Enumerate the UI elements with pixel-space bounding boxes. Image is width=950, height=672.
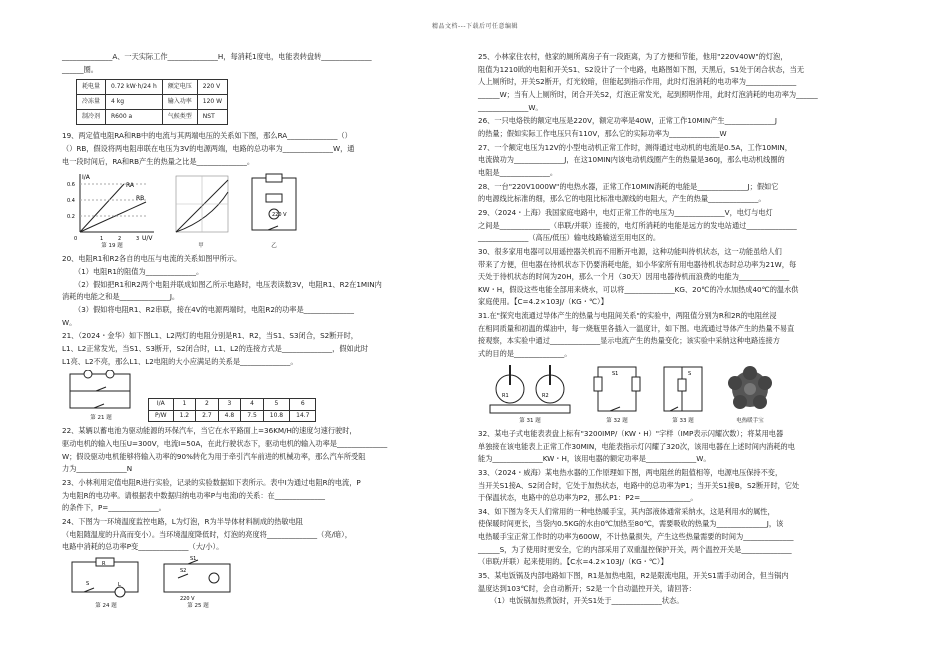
figure-21-23 bbox=[66, 370, 472, 422]
page-header: 精品文档---下载后可任意编辑 bbox=[432, 23, 518, 30]
svg-text:S: S bbox=[86, 581, 90, 587]
svg-text:S1: S1 bbox=[190, 556, 197, 562]
svg-text:U/V: U/V bbox=[142, 235, 153, 243]
iu-graph-20 bbox=[170, 170, 232, 242]
hand-warmer-image bbox=[722, 363, 778, 417]
line-rb bbox=[80, 202, 146, 232]
svg-text:2: 2 bbox=[118, 236, 122, 243]
figure-31-34 bbox=[482, 363, 890, 425]
svg-text:0.2: 0.2 bbox=[67, 214, 75, 221]
svg-text:3: 3 bbox=[136, 236, 140, 243]
svg-text:R2: R2 bbox=[542, 392, 549, 399]
figure-caption: 第 24 题 bbox=[95, 603, 117, 609]
circuit-24 bbox=[66, 556, 146, 602]
question-25: 25、小林家住农村，他家的厕所离房子有一段距离，为了方便和节能，他用"220V40W"的灯泡， 阻值为1210欧的电阻和开关S1、S2设计了一个电路，电路图如下图，天黑后，S1处于闭合状态，当无 人上厕所时，开关S2断开，灯光较暗，但能起到指示作用，此时灯泡消耗的电功率为______________ ______W；当有人上厕所时，闭合开关S2，灯泡正常发光，起到照明作用，此时灯泡消耗的电功率为______ ______________W。 bbox=[478, 52, 818, 112]
circuit-33 bbox=[656, 363, 710, 417]
figure-caption: 第 33 题 bbox=[672, 417, 694, 424]
question-20: 20、电阻R1和R2各自的电压与电流的关系如图甲所示。 （1）电阻R1的阻值为______________。 （2）假如把R1和R2两个电阻并联成如图乙所示电路时，电压表读数3V，电阻R1、R2在1MIN内 消耗的电能之和是______________J。 （3）假如将电阻R1、R2串联，接在4V的电源两端时，电阻R2的功率是______________ W。 bbox=[62, 254, 382, 327]
figure-caption: 电热暖手宝 bbox=[736, 417, 764, 424]
figure-caption: 第 19 题 bbox=[101, 243, 123, 250]
question-24: 24、下图为一环境温度监控电路，L为灯泡，R为半导体材料制成的热敏电阻 （电阻随温度的升高而变小）。当环境温度降低时，灯泡的亮度将______________（亮/暗）， 电路中消耗的总功率P变______________（大/小）。 bbox=[62, 517, 352, 552]
question-28: 28、一台"220V1000W"的电热水器，正常工作10MIN消耗的电能是______________J；假如它 的电源线比标准的细，那么它的电阻比标准电源线的电阻大，产生的热量______________。 bbox=[478, 181, 779, 204]
svg-text:0.6: 0.6 bbox=[67, 182, 75, 189]
svg-text:1: 1 bbox=[100, 236, 104, 243]
table-row: P/W 1.2 2.7 4.8 7.5 10.8 14.7 bbox=[149, 410, 316, 422]
figure-caption: 第 32 题 bbox=[606, 417, 628, 424]
svg-text:R: R bbox=[102, 561, 106, 567]
intro-line: ______圈。 bbox=[62, 64, 98, 74]
left-column bbox=[62, 52, 472, 614]
svg-text:220 V: 220 V bbox=[272, 212, 287, 219]
circuit-20 bbox=[244, 170, 304, 242]
question-35: 35、某电饭锅及内部电路如下图，R1是加热电阻，R2是限流电阻，开关S1需手动闭合，但当锅内 温度达到103℃时，会自动断开；S2是一个自动温控开关，请回答： （1）电饭锅加热煮饭时，开关S1处于______________状态。 bbox=[478, 571, 789, 606]
table-row: I/A 1 2 3 4 5 6 bbox=[149, 398, 316, 410]
figure-caption: 乙 bbox=[271, 243, 277, 250]
svg-text:RA: RA bbox=[126, 182, 135, 190]
svg-text:S: S bbox=[688, 370, 692, 377]
figure-caption: 甲 bbox=[198, 243, 204, 250]
circuit-21 bbox=[66, 370, 136, 414]
flask-apparatus-31 bbox=[482, 363, 578, 417]
svg-text:I/A: I/A bbox=[82, 174, 90, 182]
question-32: 32、某电子式电能表表盘上标有"3200IMP/（KW・H）"字样（IMP表示闪耀次数）；将某用电器 单独接在该电能表上正常工作30MIN，电能表指示灯闪耀了320次，该用电器在上述时间内消耗的电 能为______________KW・H，该用电器的额定功率是______________W。 bbox=[478, 428, 795, 464]
question-31: 31.在"探究电流通过导体产生的热量与电阻间关系"的实验中，两阻值分别为R和2R的电阻丝浸 在相同质量和初温的煤油中，每一烧瓶里各插入一温度计，如下图。电流通过导体产生的热量不易直 接观察，本实验中通过______________显示电流产生的热量变化；该实验中采纳这种电路连接方 式的目的是______________。 bbox=[478, 311, 795, 359]
svg-text:0.4: 0.4 bbox=[67, 198, 75, 205]
question-33: 33、（2024・威海）某电热水器的工作原理如下图，两电阻丝的阻值相等，电源电压保持不变， 当开关S1接A、S2闭合时，它处于加热状态，电路中的总功率为P1；当开关S1接B，S2断开时，它处 于保温状态，电路中的总功率为P2，那么P1：P2=______________。 bbox=[478, 467, 800, 503]
right-column bbox=[478, 52, 890, 610]
svg-text:S1: S1 bbox=[612, 370, 619, 377]
figure-caption: 第 31 题 bbox=[519, 417, 541, 424]
question-27: 27、一个额定电压为12V的小型电动机正常工作时，测得通过电动机的电流是0.5A，工作10MIN， 电流做功为______________J，在这10MIN内该电动机线圈产生的热量是360J，那么电动机线圈的 电阻是______________。 bbox=[478, 142, 792, 177]
svg-text:RB: RB bbox=[136, 195, 145, 203]
question-29: 29、（2024・上海）我国家庭电路中，电灯正常工作的电压为______________V，电灯与电灯 之间是______________（串联/并联）连接的，电灯所消耗的电能是远方的发电站通过______________ ______________（高压/低压）输电线路输送至用电区的。 bbox=[478, 207, 797, 243]
question-19: 19、两定值电阻RA和RB中的电流与其两端电压的关系如下图，那么RA______________（） （）RB，假设将两电阻串联在电压为3V的电源两端，电路的总功率为______________W，通 电一段时间后，RA和RB产生的热量之比是______________。 bbox=[62, 131, 355, 166]
table-row: 制冷剂 R600 a 气候类型 NST bbox=[77, 110, 228, 125]
question-30: 30、很多家用电器可以用遥控器关机而不用断开电源，这种功能叫待机状态，这一功能虽给人们 带来了方便，但电器在待机状态下仍要消耗电能，如小华家所有用电器待机状态时总功率为21W，每 天处于待机状态的时间为20H，那么一个月（30天）因用电器待机而浪费的电能为______________ KW・H，假设这些电能全部用来烧水，可以将______________KG、20℃的冷水加热成40℃的温水供 家庭使用。【C=4.2×103J/（KG・℃）】 bbox=[478, 246, 799, 307]
table-row: 冷冻量 4 kg 输入功率 120 W bbox=[77, 95, 228, 110]
figure-24-25 bbox=[66, 556, 472, 610]
svg-text:R1: R1 bbox=[502, 392, 509, 399]
svg-text:220 V: 220 V bbox=[180, 596, 195, 602]
figure-19-20 bbox=[66, 170, 472, 250]
line-ra bbox=[80, 184, 124, 232]
figure-caption: 第 25 题 bbox=[187, 603, 209, 609]
circuit-32 bbox=[590, 363, 644, 417]
table-row: 耗电量 0.72 kW·h/24 h 额定电压 220 V bbox=[77, 80, 228, 95]
question-34: 34、如下图为冬天人们常用的一种电热暖手宝，其内部液体通常采纳水，这是利用水的属性， 使保暖时间更长，当袋内0.5KG的水由0℃加热至80℃，需要吸收的热量为______________J，该 电热暖手宝正常工作时的功率为600W，不计热量损失，产生这些热量需要的时间为______________ ______S，为了使用时更安全，它的内部采用了双重温控保护开关，两个温控开关是______________ （串联/并联）起来使用的。【C水=4.2×103J/（KG・℃）】 bbox=[478, 506, 794, 567]
question-21: 21、（2024・金华）如下图L1、L2两灯的电阻分别是R1、R2，当S1、S3闭合，S2断开时， L1、L2正常发光，当S1、S3断开，S2闭合时，L1、L2的连接方式是______________，假如此时 L1亮、L2不亮，那么L1、L2电阻的大小应满足的关系是______________。 bbox=[62, 331, 369, 366]
iu-graph-19 bbox=[66, 170, 158, 242]
svg-text:S2: S2 bbox=[180, 568, 187, 574]
current-power-table bbox=[148, 398, 316, 423]
circuit-25 bbox=[158, 556, 238, 602]
svg-text:0: 0 bbox=[74, 236, 78, 243]
question-23: 23、小林利用定值电阻R进行实验，记录的实验数据如下表所示。表中I为通过电阻R的电流，P 为电阻R的电功率。请根据表中数据归纳电功率P与电流I的关系：在______________ 的条件下，P=______________。 bbox=[62, 478, 361, 513]
fridge-spec-table bbox=[76, 79, 228, 125]
intro-line: ______________A、一天实际工作______________H，每消耗1度电，电能表转盘转______________ bbox=[62, 52, 372, 61]
question-26: 26、一只电烙铁的额定电压是220V，额定功率是40W，正常工作10MIN产生______________J 的热量；假如实际工作电压只有110V，那么它的实际功率为______________W bbox=[478, 116, 777, 138]
svg-text:L: L bbox=[118, 582, 121, 588]
figure-caption: 第 21 题 bbox=[90, 415, 112, 422]
question-22: 22、某辆以蓄电池为驱动能源的环保汽车，当它在水平路面上=36KM/H的速度匀速行驶时， 驱动电机的输入电压U=300V，电流I=50A，在此行驶状态下，驱动电机的输入功率是______________ W；假设驱动电机能够将输入功率的90%转化为用于牵引汽车前进的机械功率，那么汽车所受阻 力为______________N bbox=[62, 426, 388, 474]
